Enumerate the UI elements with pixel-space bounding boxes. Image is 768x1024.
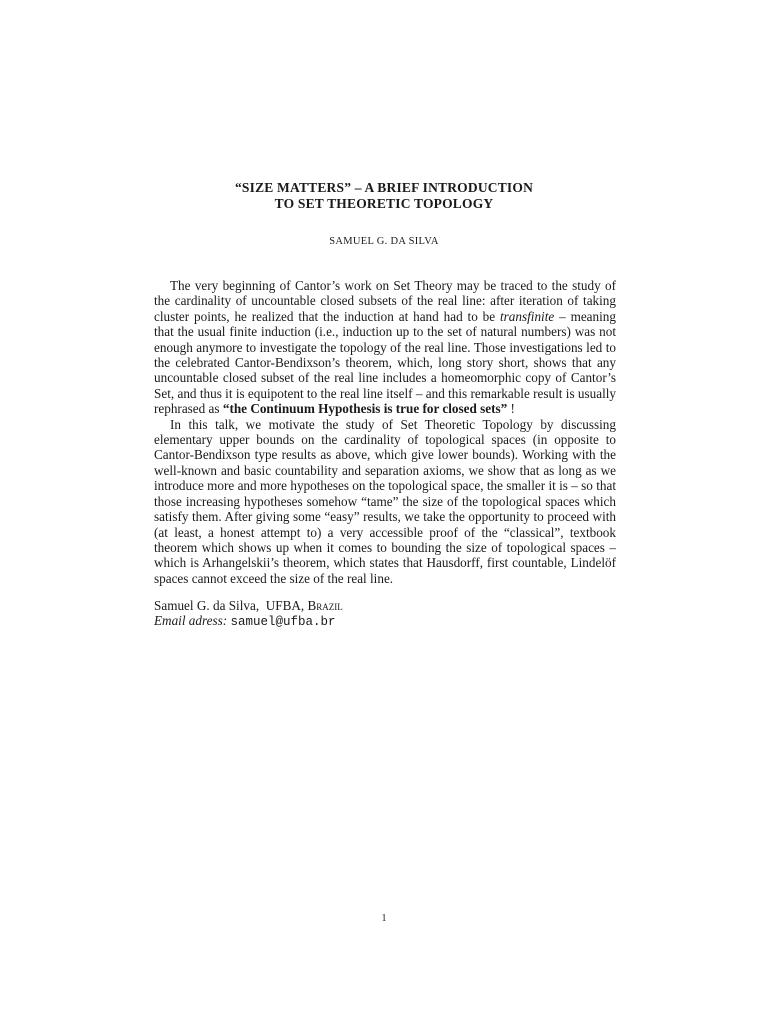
- abstract-p1-text-b: – meaning that the usual finite induction (i.e., induction up to the set of natural numbers) was not enough anymore to investigate the topology of the real line. Those investigations led to the celebrated Cantor-Bendixson’s theorem, which, long story short, shows that any uncountable closed subset of the real line includes a homeomorphic copy of Cantor’s Set, and thus it is equipotent to the real line itself – and this remarkable result is usually rephrased as: [154, 308, 616, 417]
- paper-title: [0, 180, 768, 212]
- title-line-2: TO SET THEORETIC TOPOLOGY: [274, 196, 494, 211]
- author-name: SAMUEL G. DA SILVA: [329, 236, 439, 247]
- abstract-paragraph-1: [154, 278, 616, 417]
- abstract-p1-text-c: !: [507, 401, 515, 417]
- affiliation-block: [154, 598, 343, 631]
- page-number: 1: [381, 913, 387, 924]
- email-label: Email adress:: [154, 613, 228, 629]
- affiliation-country: Brazil: [307, 598, 343, 613]
- affiliation-name: Samuel G. da Silva,: [154, 598, 260, 613]
- email-address[interactable]: samuel@ufba.br: [230, 615, 336, 630]
- affiliation-institution: UFBA,: [265, 598, 305, 613]
- abstract-p1-emphasis: transfinite: [500, 308, 555, 324]
- abstract: [154, 278, 616, 586]
- abstract-p1-text-a: The very beginning of Cantor’s work on Set Theory may be traced to the study of the cardinality of uncountable closed subsets of the real line: after iteration of taking cluster points, he realized that the induction at hand had to be: [154, 278, 616, 324]
- email-line: [154, 613, 343, 630]
- abstract-p1-bold: “the Continuum Hypothesis is true for closed sets”: [222, 401, 508, 417]
- title-line-1: “SIZE MATTERS” – A BRIEF INTRODUCTION: [234, 180, 534, 195]
- abstract-paragraph-2: In this talk, we motivate the study of Set Theoretic Topology by discussing elementary upper bounds on the cardinality of topological spaces (in opposite to Cantor-Bendixson type results as above, which give lower bounds). Working with the well-known and basic countability and separation axioms, we show that as long as we introduce more and more hypotheses on the topological space, the smaller it is – so that those increasing hypotheses somehow “tame” the size of the topological spaces which satisfy them. After giving some “easy” results, we take the opportunity to proceed with (at least, a honest attempt to) a very accessible proof of the “classical”, textbook theorem which shows up when it comes to bounding the size of topological spaces – which is Arhangelskii’s theorem, which states that Hausdorff, first countable, Lindelöf spaces cannot exceed the size of the real line.: [154, 416, 616, 586]
- affiliation-line: [154, 598, 343, 613]
